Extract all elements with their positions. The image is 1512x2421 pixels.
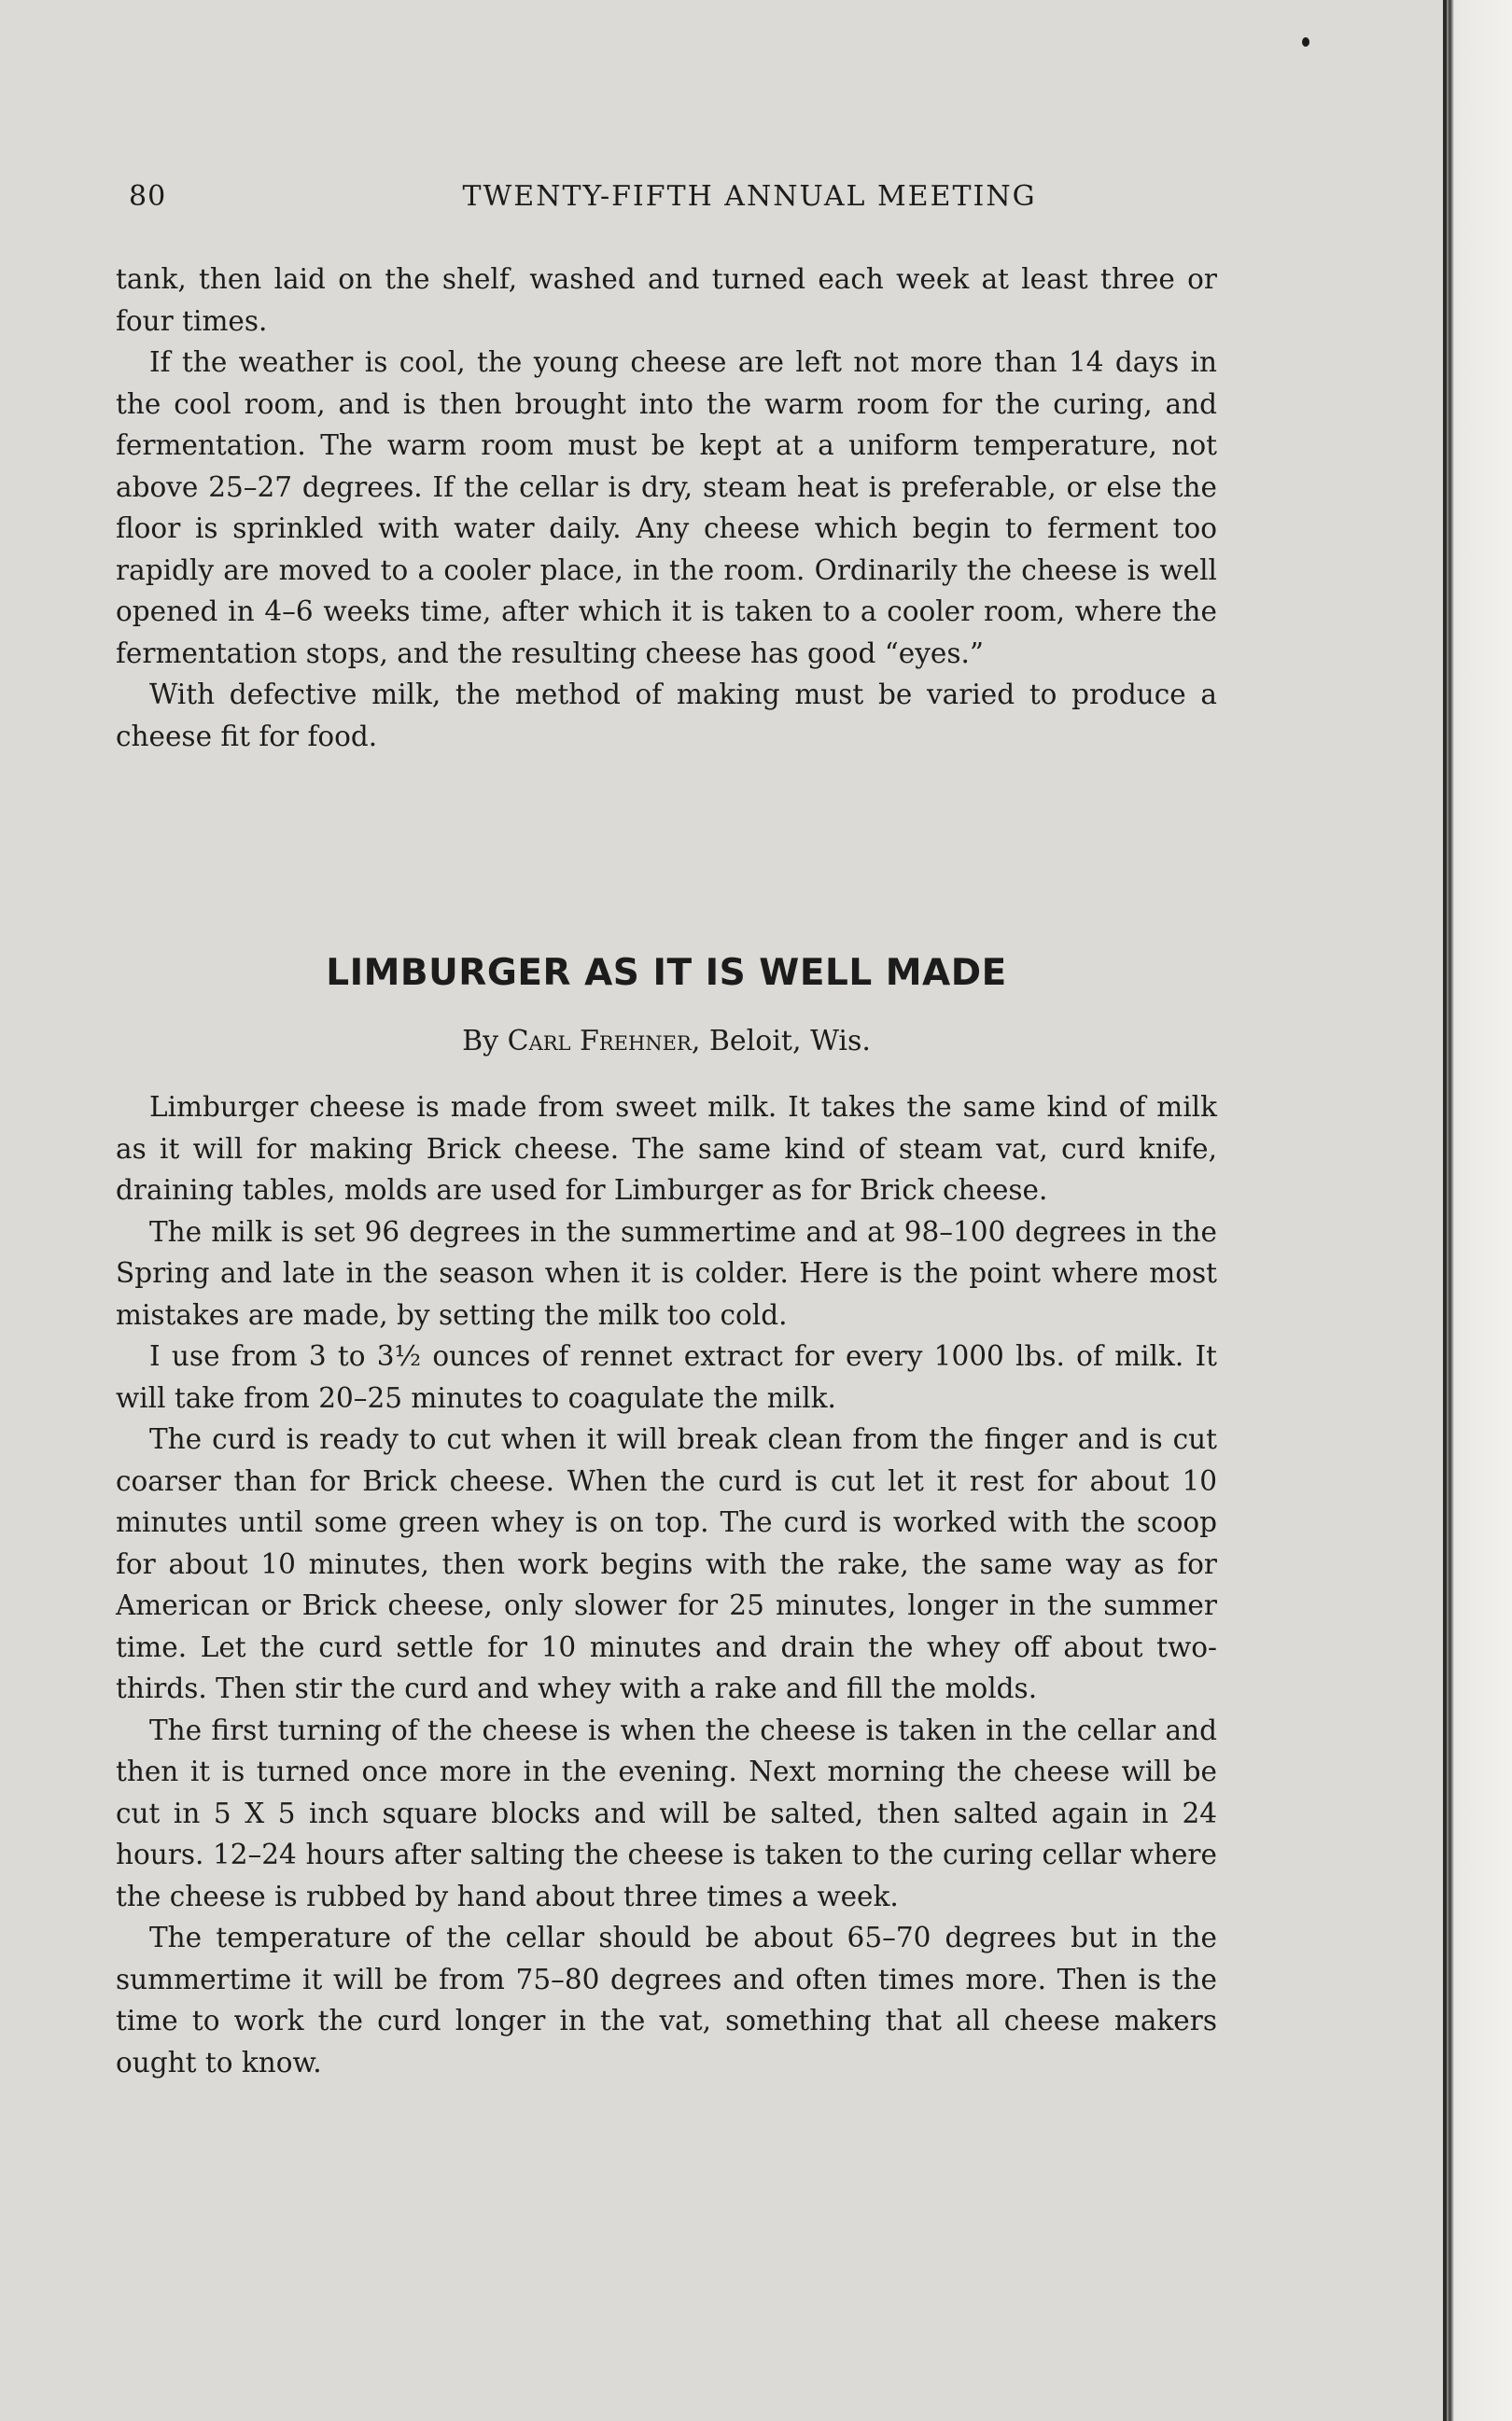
paragraph: I use from 3 to 3½ ounces of rennet extract for every 1000 lbs. of milk. It will take from 20–25 minutes to coagulate the milk.	[116, 1340, 1217, 1414]
continued-text	[116, 259, 1217, 757]
binding-shadow	[1443, 0, 1447, 2421]
byline-author: Carl Frehner	[507, 1025, 692, 1057]
paragraph: Limburger cheese is made from sweet milk. It takes the same kind of milk as it will for making Brick cheese. The same kind of steam vat, curd knife, draining tables, molds are used for Limburger as for Brick cheese.	[116, 1091, 1217, 1206]
ink-speck	[1302, 37, 1309, 47]
byline-prefix: By	[462, 1025, 508, 1057]
paragraph: The first turning of the cheese is when the cheese is taken in the cellar and then it is turned once more in the evening. Next morning the cheese will be cut in 5 X 5 inch square blocks and will be salted, then salted again in 24 hours. 12–24 hours after salting the cheese is taken to the curing cellar where the cheese is rubbed by hand about three times a week.	[116, 1714, 1217, 1912]
paragraph: The temperature of the cellar should be about 65–70 degrees but in the summertime it will be from 75–80 degrees and often times more. Then is the time to work the curd longer in the vat, something that all cheese makers ought to know.	[116, 1922, 1217, 2078]
article-title: LIMBURGER AS IT IS WELL MADE	[326, 952, 1007, 994]
paragraph: If the weather is cool, the young cheese are left not more than 14 days in the cool room, and is then brought into the warm room for the curing, and fermentation. The warm room must be kept at a uniform temperature, not above 25–27 degrees. If the cellar is dry, steam heat is preferable, or else the floor is sprinkled with water daily. Any cheese which begin to ferment too rapidly are moved to a cooler place, in the room. Ordinarily the cheese is well opened in 4–6 weeks time, after which it is taken to a cooler room, where the fermentation stops, and the resulting cheese has good “eyes.”	[116, 346, 1217, 669]
page-header	[129, 180, 1267, 221]
paragraph: The curd is ready to cut when it will break clean from the finger and is cut coarser than for Brick cheese. When the curd is cut let it rest for about 10 minutes until some green whey is on top. The curd is worked with the scoop for about 10 minutes, then work begins with the rake, the same way as for American or Brick cheese, only slower for 25 minutes, longer in the summer time. Let the curd settle for 10 minutes and drain the whey off about two-thirds. Then stir the curd and whey with a rake and fill the molds.	[116, 1423, 1217, 1704]
byline-place: , Beloit, Wis.	[691, 1025, 871, 1057]
paragraph: tank, then laid on the shelf, washed and turned each week at least three or four times.	[116, 263, 1217, 337]
article-body	[116, 1086, 1217, 2083]
byline	[116, 1025, 1217, 1057]
paragraph: The milk is set 96 degrees in the summertime and at 98–100 degrees in the Spring and late in the season when it is colder. Here is the point where most mistakes are made, by setting the milk too cold.	[116, 1215, 1217, 1331]
running-head: TWENTY-FIFTH ANNUAL MEETING	[462, 180, 1037, 213]
paragraph: With defective milk, the method of making must be varied to produce a cheese fit for food.	[116, 679, 1217, 752]
page-edge	[1445, 0, 1512, 2421]
page-number: 80	[129, 180, 167, 213]
